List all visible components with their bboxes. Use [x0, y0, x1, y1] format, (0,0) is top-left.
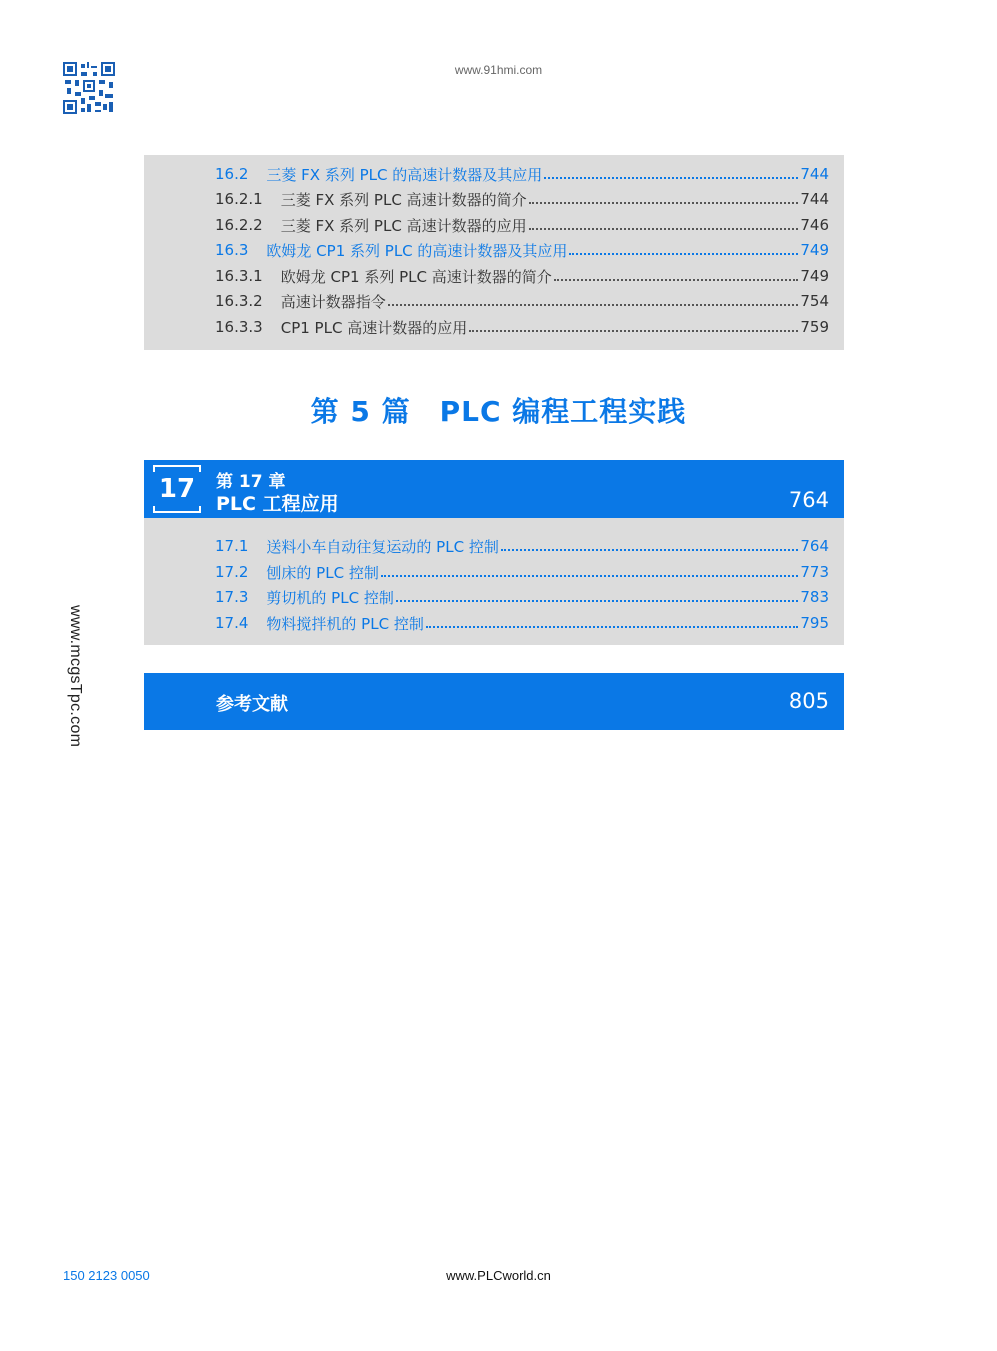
- side-url[interactable]: www.mcgsTpc.com: [67, 605, 84, 748]
- toc-page: 759: [800, 318, 829, 336]
- toc-number: 16.3.2: [215, 292, 263, 310]
- toc-number: 16.2.2: [215, 216, 263, 234]
- toc-row[interactable]: [215, 315, 829, 339]
- toc-page: 749: [800, 267, 829, 285]
- chapter-number: 17: [158, 474, 196, 504]
- toc-number: 16.2: [215, 165, 249, 183]
- toc-row[interactable]: [215, 238, 829, 262]
- toc-title: CP1 PLC 高速计数器的应用: [280, 318, 468, 337]
- toc-page: 764: [800, 537, 829, 555]
- part-title: 第 5 篇 PLC 编程工程实践: [310, 395, 687, 428]
- toc-title: 物料搅拌机的 PLC 控制: [266, 614, 424, 633]
- toc-page: 744: [800, 190, 829, 208]
- toc-number: 16.2.1: [215, 190, 263, 208]
- toc-page: 744: [800, 165, 829, 183]
- toc-page: 749: [800, 241, 829, 259]
- toc-title: 高速计数器指令: [280, 292, 386, 311]
- toc-row[interactable]: [215, 187, 829, 211]
- toc-page: 783: [800, 588, 829, 606]
- toc-page: 795: [800, 614, 829, 632]
- toc-page: 746: [800, 216, 829, 234]
- header-url[interactable]: www.91hmi.com: [454, 63, 543, 77]
- toc-number: 17.1: [215, 537, 249, 555]
- chapter-header[interactable]: [144, 460, 844, 518]
- toc-number: 17.3: [215, 588, 249, 606]
- toc-row[interactable]: [215, 585, 829, 609]
- chapter-label: 第 17 章: [216, 472, 286, 492]
- toc-row[interactable]: [215, 289, 829, 313]
- toc-row[interactable]: [215, 534, 829, 558]
- toc-panel-top: [144, 155, 844, 350]
- toc-panel-chapter: [144, 518, 844, 645]
- references-label: 参考文献: [216, 694, 288, 715]
- footer-phone: 150 2123 0050: [63, 1268, 150, 1283]
- footer-url[interactable]: www.PLCworld.cn: [446, 1268, 551, 1283]
- chapter-page: 764: [788, 488, 829, 512]
- toc-title: 送料小车自动往复运动的 PLC 控制: [266, 537, 499, 556]
- toc-title: 三菱 FX 系列 PLC 高速计数器的应用: [280, 216, 527, 235]
- toc-row[interactable]: [215, 560, 829, 584]
- toc-row[interactable]: [215, 264, 829, 288]
- toc-title: 欧姆龙 CP1 系列 PLC 高速计数器的简介: [280, 267, 552, 286]
- toc-title: 三菱 FX 系列 PLC 高速计数器的简介: [280, 190, 527, 209]
- toc-title: 欧姆龙 CP1 系列 PLC 的高速计数器及其应用: [266, 241, 568, 260]
- toc-page: 773: [800, 563, 829, 581]
- toc-number: 17.4: [215, 614, 249, 632]
- references-page: 805: [788, 689, 829, 713]
- toc-title: 刨床的 PLC 控制: [266, 563, 379, 582]
- toc-number: 16.3: [215, 241, 249, 259]
- toc-page: 754: [800, 292, 829, 310]
- toc-row[interactable]: [215, 611, 829, 635]
- toc-number: 16.3.1: [215, 267, 263, 285]
- references-entry[interactable]: [144, 673, 844, 730]
- chapter-title: PLC 工程应用: [216, 493, 339, 515]
- toc-number: 17.2: [215, 563, 249, 581]
- toc-title: 三菱 FX 系列 PLC 的高速计数器及其应用: [266, 165, 543, 184]
- toc-title: 剪切机的 PLC 控制: [266, 588, 394, 607]
- toc-row[interactable]: [215, 213, 829, 237]
- toc-number: 16.3.3: [215, 318, 263, 336]
- toc-row[interactable]: [215, 162, 829, 186]
